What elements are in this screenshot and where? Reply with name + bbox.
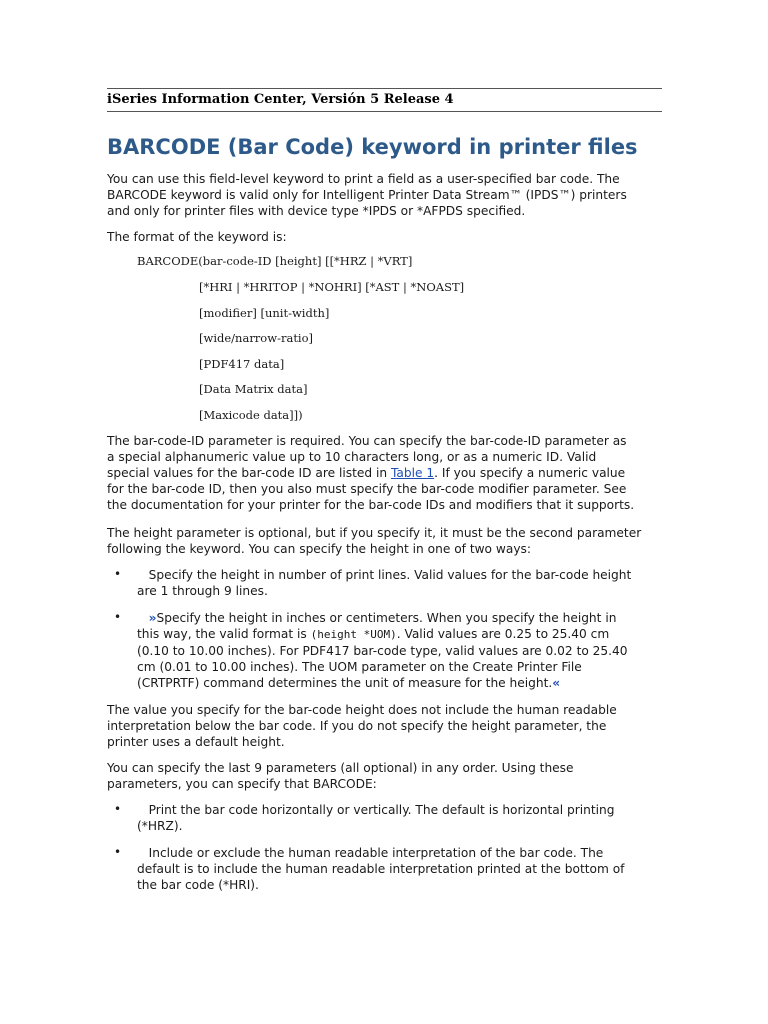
list-item-line [137,567,631,583]
inline-code: (height *UOM) [310,628,397,641]
intro-paragraph [107,171,627,219]
paragraph-line: following the keyword. You can specify the height in one of two ways: [107,542,531,556]
syntax-line: [modifier] [unit-width] [199,306,330,320]
paragraph-line: parameters, you can specify that BARCODE: [107,777,377,791]
list-item-line [137,802,614,818]
list-item-text: this way, the valid format is [137,627,311,641]
paragraph-line: printer uses a default height. [107,735,285,749]
paragraph-line [107,465,634,481]
list-item [137,610,628,691]
paragraph-line: interpretation below the bar code. If you do not specify the height parameter, the [107,719,607,733]
list-item [137,567,631,599]
syntax-line: [Maxicode data]]) [199,408,303,422]
list-item-line: (0.10 to 10.00 inches). For PDF417 bar-code type, valid values are 0.02 to 25.40 [137,644,628,658]
last-params-paragraph [107,760,574,792]
list-item-text: Print the bar code horizontally or vertically. The default is horizontal printing [148,803,615,817]
bullet-icon: • [114,567,122,581]
list-item-text: Include or exclude the human readable interpretation of the bar code. The [148,846,604,860]
hri-note-paragraph [107,702,617,750]
syntax-line: [PDF417 data] [199,357,285,371]
list-item [137,802,614,834]
paragraph-line: for the bar-code ID, then you also must specify the bar-code modifier parameter. See [107,482,627,496]
table-1-link[interactable]: Table 1 [390,466,435,480]
list-item-text: Specify the height in number of print lines. Valid values for the bar-code height [148,568,632,582]
format-intro: The format of the keyword is: [107,230,287,244]
list-item-text: (CRTPRTF) command determines the unit of measure for the height. [137,676,553,690]
list-item-text: . Valid values are 0.25 to 25.40 cm [396,627,610,641]
intro-line: BARCODE keyword is valid only for Intelligent Printer Data Stream™ (IPDS™) printers [107,188,627,202]
change-start-icon: » [148,611,157,625]
list-item-line [137,675,628,691]
paragraph-line: The value you specify for the bar-code height does not include the human readable [107,703,617,717]
list-item-line: are 1 through 9 lines. [137,584,268,598]
page-title: BARCODE (Bar Code) keyword in printer files [107,135,638,159]
list-item-line [137,610,628,626]
bullet-icon: • [114,845,122,859]
height-intro-paragraph [107,525,641,557]
paragraph-text: special values for the bar-code ID are listed in [107,466,391,480]
paragraph-line: a special alphanumeric value up to 10 characters long, or as a numeric ID. Valid [107,450,597,464]
barcode-id-paragraph [107,433,634,513]
bullet-icon: • [114,610,122,624]
intro-line: and only for printer files with device type *IPDS or *AFPDS specified. [107,204,526,218]
list-item [137,845,624,893]
paragraph-text: . If you specify a numeric value [434,466,626,480]
page-header [107,88,662,112]
list-item-text: Specify the height in inches or centimeters. When you specify the height in [156,611,617,625]
paragraph-line: the documentation for your printer for the bar-code IDs and modifiers that it supports. [107,498,635,512]
syntax-line: [Data Matrix data] [199,382,308,396]
list-item-line: the bar code (*HRI). [137,878,259,892]
list-item-line: (*HRZ). [137,819,183,833]
syntax-line: BARCODE(bar-code-ID [height] [[*HRZ | *VRT] [137,254,413,268]
paragraph-line: You can specify the last 9 parameters (all optional) in any order. Using these [107,761,574,775]
change-end-icon: « [552,676,561,690]
intro-line: You can use this field-level keyword to print a field as a user-specified bar code. The [107,172,620,186]
paragraph-line: The height parameter is optional, but if you specify it, it must be the second parameter [107,526,642,540]
list-item-line: default is to include the human readable interpretation printed at the bottom of [137,862,625,876]
list-item-line: cm (0.01 to 10.00 inches). The UOM parameter on the Create Printer File [137,660,582,674]
list-item-line [137,845,624,861]
header-title: iSeries Information Center, Versión 5 Release 4 [107,92,454,107]
syntax-line: [wide/narrow-ratio] [199,331,314,345]
syntax-line: [*HRI | *HRITOP | *NOHRI] [*AST | *NOAST] [199,280,465,294]
bullet-icon: • [114,802,122,816]
paragraph-line: The bar-code-ID parameter is required. You can specify the bar-code-ID parameter as [107,434,627,448]
list-item-line [137,626,628,643]
